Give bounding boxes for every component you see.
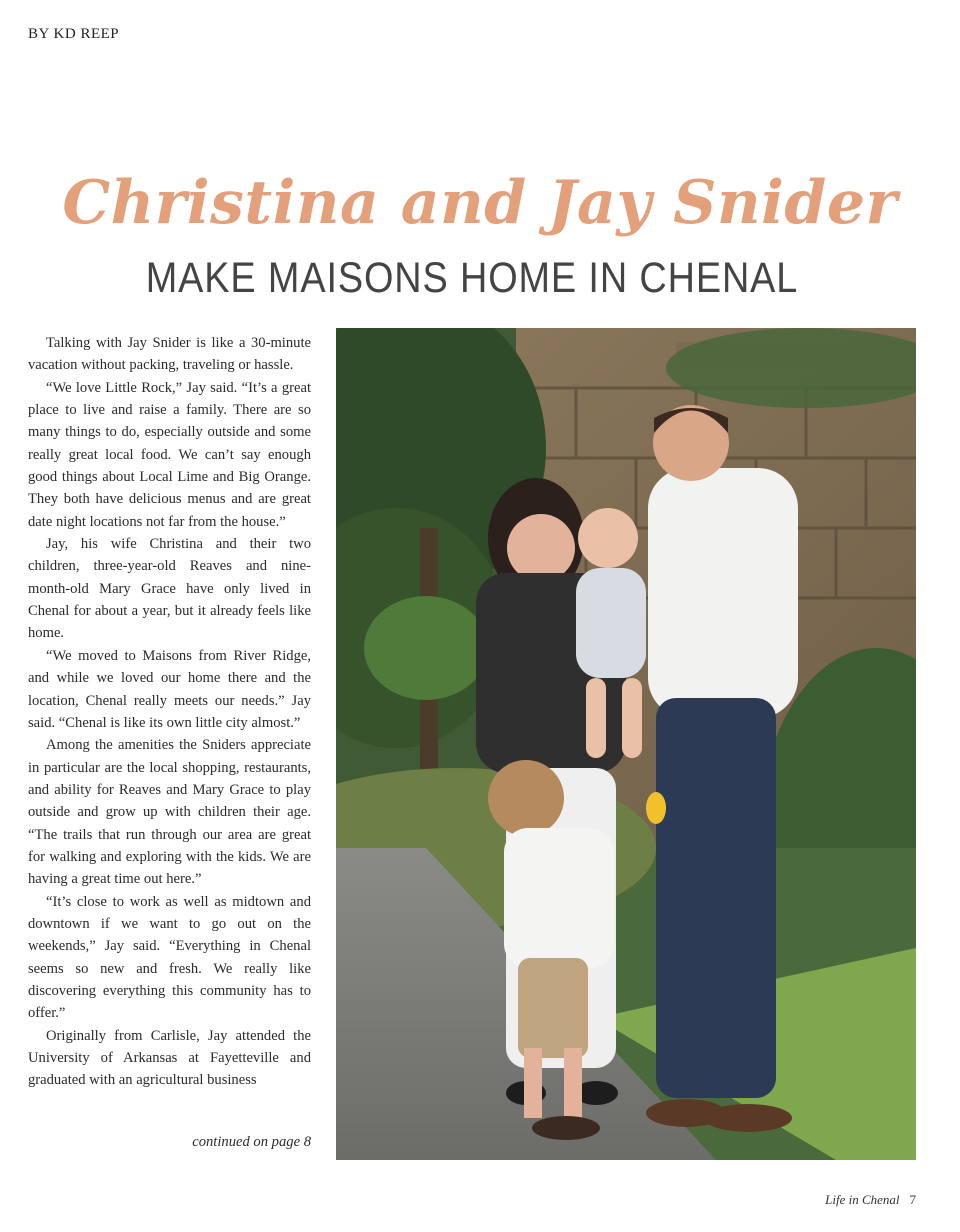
paragraph: Talking with Jay Snider is like a 30-minute vacation without packing, traveling or hassle. bbox=[28, 335, 311, 374]
family-photo bbox=[336, 328, 916, 1160]
paragraph: “It’s close to work as well as midtown and downtown if we want to go out on the weekends,” Jay said. “Everything in Chenal seems so new and fresh. We really like discovering everything this community has to offer.” bbox=[28, 893, 311, 1022]
article-title: Christina and Jay Snider bbox=[62, 168, 898, 238]
paragraph: Among the amenities the Sniders appreciate in particular are the local shopping, restaurants, and ability for Reaves and Mary Grace to play outside and grow up with children their age. “The trails that run through our area are great for walking and exploring with the kids. We are having a great time out here.” bbox=[28, 737, 311, 888]
paragraph: Originally from Carlisle, Jay attended the University of Arkansas at Fayetteville and graduated with an agricultural business bbox=[28, 1027, 311, 1089]
paragraph: “We love Little Rock,” Jay said. “It’s a great place to live and raise a family. There are so many things to do, especially outside and some really great local food. We can’t say enough good things about Local Lime and Big Orange. They both have delicious menus and are great date night locations not far from the house.” bbox=[28, 379, 311, 530]
paragraph: “We moved to Maisons from River Ridge, and while we loved our home there and the location, Chenal really meets our needs.” Jay said. “Chenal is like its own little city almost.” bbox=[28, 647, 311, 731]
article-body bbox=[28, 332, 311, 1157]
page-number: 7 bbox=[909, 1192, 916, 1207]
paragraph: Jay, his wife Christina and their two children, three-year-old Reaves and nine-month-old Mary Grace have only lived in Chenal for about a year, but it already feels like home. bbox=[28, 536, 311, 642]
publication-name: Life in Chenal bbox=[825, 1192, 900, 1207]
byline: BY KD REEP bbox=[28, 26, 120, 42]
article-subtitle: MAKE MAISONS HOME IN CHENAL bbox=[145, 254, 799, 302]
continued-note: continued on page 8 bbox=[192, 1134, 311, 1150]
page-footer bbox=[825, 1192, 916, 1208]
